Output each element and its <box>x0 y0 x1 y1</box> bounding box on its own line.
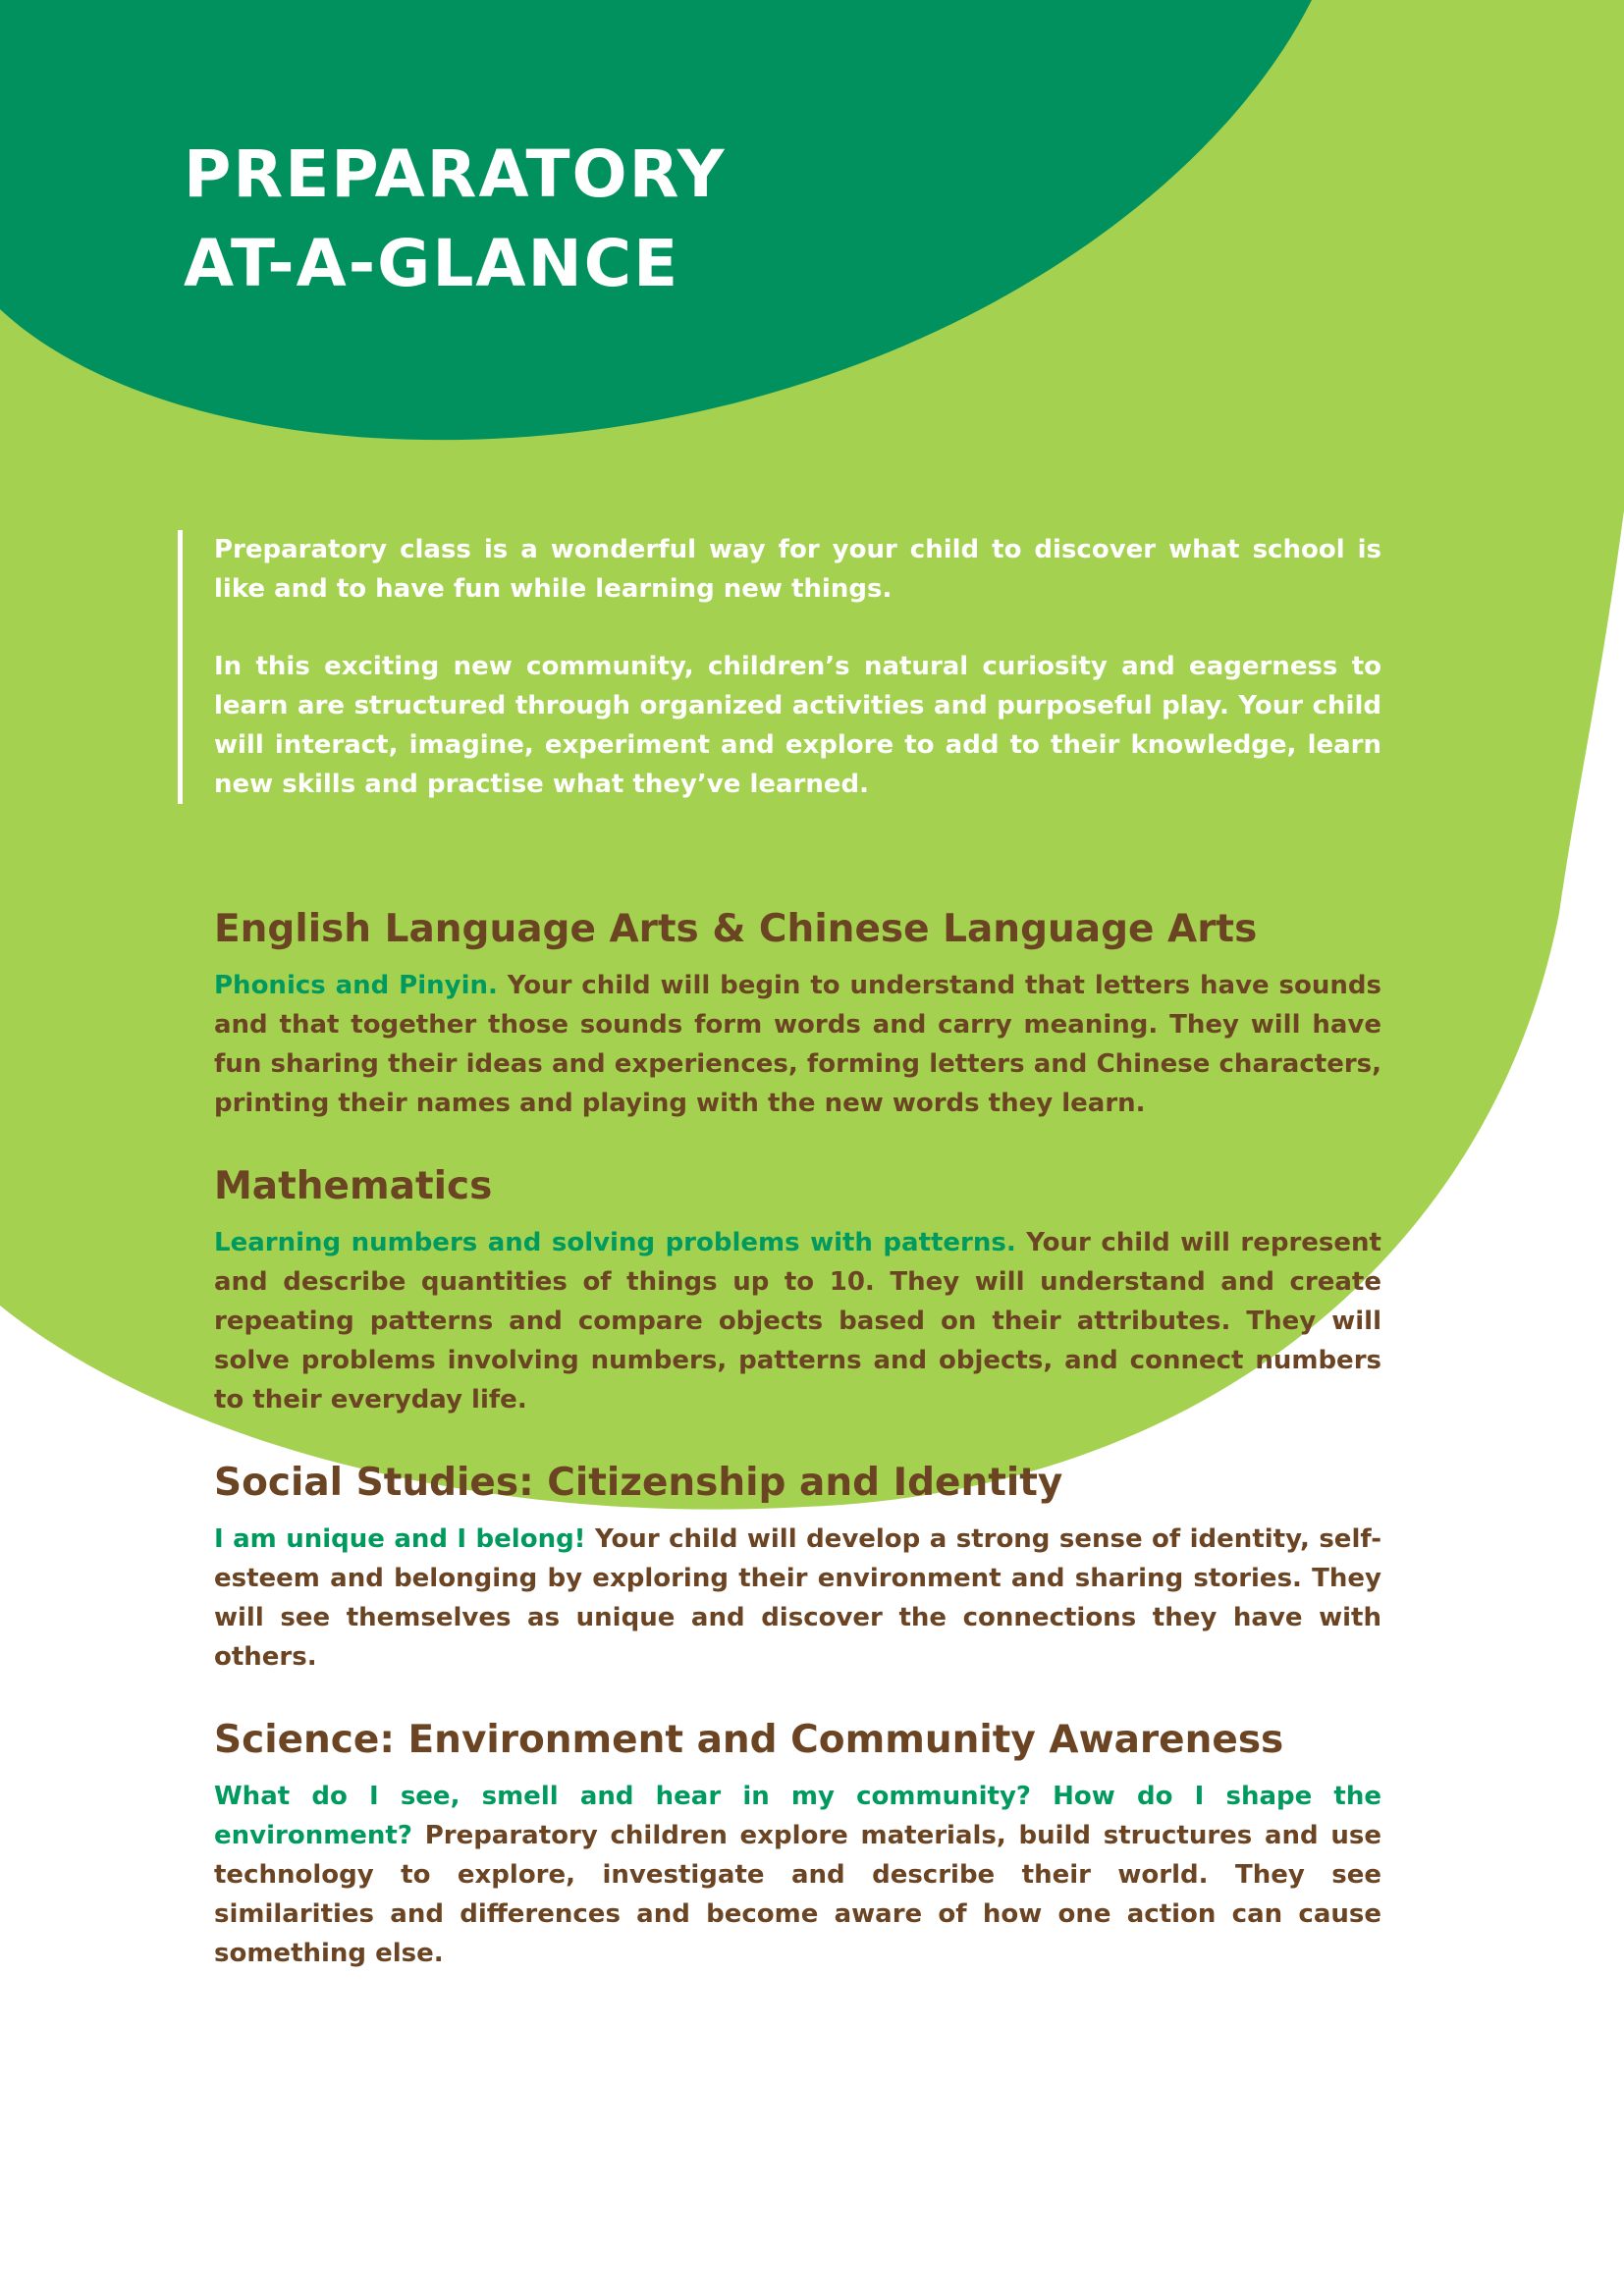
section-heading: Mathematics <box>214 1164 493 1208</box>
section-heading: Social Studies: Citizenship and Identity <box>214 1461 1063 1505</box>
section-lead: Phonics and Pinyin. <box>214 971 498 1000</box>
section-social-studies <box>214 1455 1381 1677</box>
intro-paragraph-2: In this exciting new community, children’s natural curiosity and eagerness to learn are structured through organized activities and purposeful play. Your child will interact, imagine, experiment and explore to add to their knowledge, learn new skills and practise what they’ve learned. <box>214 652 1381 799</box>
subject-sections <box>214 901 1381 2008</box>
section-body: Your child will represent and describe quantities of things up to 10. They will understand and create repeating patterns and compare objects based on their attributes. They will solve problems involving numbers, patterns and objects, and connect numbers to their everyday life. <box>214 1228 1381 1415</box>
section-body: Your child will develop a strong sense of identity, self-esteem and belonging by exploring their environment and sharing stories. They will see themselves as unique and discover the connections they have with others. <box>214 1524 1382 1672</box>
intro-block <box>178 530 1381 804</box>
section-heading: Science: Environment and Community Awareness <box>214 1718 1284 1762</box>
section-lead: I am unique and I belong! <box>214 1524 586 1554</box>
section-mathematics <box>214 1158 1381 1419</box>
section-heading: English Language Arts & Chinese Language Arts <box>214 907 1258 951</box>
section-lead: Learning numbers and solving problems with patterns. <box>214 1228 1016 1257</box>
section-language-arts <box>214 901 1381 1123</box>
page-title-line-2: AT-A-GLANCE <box>184 226 680 301</box>
section-text <box>214 966 1381 1123</box>
section-body: Preparatory children explore materials, build structures and use technology to explore, investigate and describe their world. They see similarities and differences and become aware of how one action can cause something else. <box>214 1821 1381 1968</box>
section-text <box>214 1520 1381 1677</box>
section-text <box>214 1223 1381 1419</box>
page-title <box>184 130 727 308</box>
intro-paragraph-1: Preparatory class is a wonderful way for your child to discover what school is like and to have fun while learning new things. <box>214 535 1381 604</box>
section-text <box>214 1777 1381 1973</box>
page-title-line-1: PREPARATORY <box>184 136 727 212</box>
section-lead: What do I see, smell and hear in my community? How do I shape the environment? <box>214 1782 1381 1850</box>
section-body: Your child will begin to understand that letters have sounds and that together those sounds form words and carry meaning. They will have fun sharing their ideas and experiences, forming letters and Chinese characters, printing their names and playing with the new words they learn. <box>214 971 1381 1118</box>
section-science <box>214 1712 1381 1973</box>
